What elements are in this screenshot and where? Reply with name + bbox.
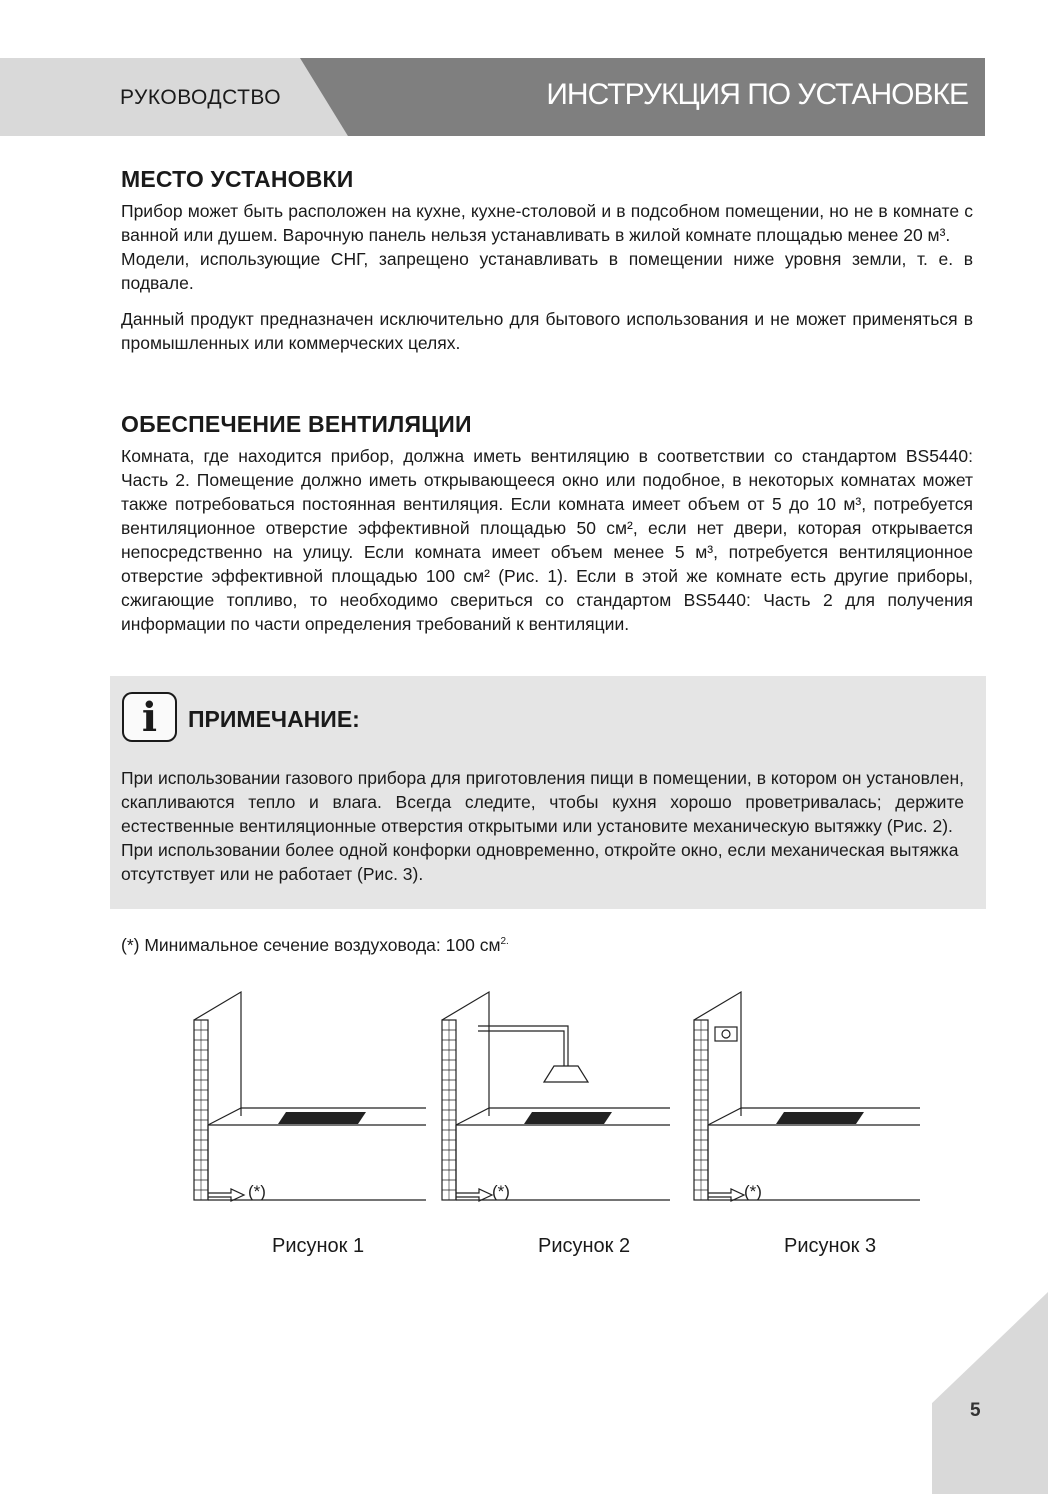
paragraph: Комната, где находится прибор, должна иметь вентиляцию в соответствии со стандартом BS5440: Часть 2. Помещение должно иметь открывающееся окно или подобное, в некоторых комнатах может также потребоваться постоянная вентиляция. Если комната имеет объем от 5 до 10 м³, потребуется вентиляционное отверстие эффективной площадью 50 см², если нет двери, которая открывается непосредственно на улицу. Если комната имеет объем менее 5 м³, потребуется вентиляционное отверстие эффективной площадью 100 см² (Рис. 1). Если в этой же комнате есть другие приборы, сжигающие топливо, то необходимо свериться со стандартом BS5440: Часть 2 для получения информации по части определения требований к вентиляции. <box>121 446 973 634</box>
section-installation-place <box>121 166 973 355</box>
page-corner-tab <box>932 1292 1048 1494</box>
header-left-title: РУКОВОДСТВО <box>120 86 282 109</box>
header-right-title: ИНСТРУКЦИЯ ПО УСТАНОВКЕ <box>546 78 968 111</box>
note-title: ПРИМЕЧАНИЕ: <box>188 706 360 732</box>
figure-1-marker: (*) <box>248 1182 266 1201</box>
figure-2-caption: Рисунок 2 <box>538 1235 631 1257</box>
footnote-sup: 2. <box>500 936 509 948</box>
section-title: МЕСТО УСТАНОВКИ <box>121 166 354 192</box>
info-icon: i <box>122 692 177 742</box>
figure-1-caption: Рисунок 1 <box>272 1235 365 1257</box>
page-number: 5 <box>970 1400 981 1421</box>
paragraph: При использовании более одной конфорки одновременно, откройте окно, если механическая вытяжка отсутствует или не работает (Рис. 3). <box>121 840 959 884</box>
section-title: ОБЕСПЕЧЕНИЕ ВЕНТИЛЯЦИИ <box>121 411 472 437</box>
figure-1-illustration <box>186 990 436 1210</box>
paragraph: Данный продукт предназначен исключительно для бытового использования и не может применяться в промышленных или коммерческих целях. <box>121 309 973 353</box>
figure-3-caption: Рисунок 3 <box>784 1235 877 1257</box>
paragraph: Модели, использующие СНГ, запрещено устанавливать в помещении ниже уровня земли, т. е. в подвале. <box>121 249 973 293</box>
note-text <box>121 766 964 886</box>
figure-3-illustration <box>686 990 926 1210</box>
section-ventilation <box>121 411 973 636</box>
paragraph: При использовании газового прибора для приготовления пищи в помещении, в котором он установлен, скапливаются тепло и влага. Всегда следите, чтобы кухня хорошо проветривалась; держите естественные вентиляционные отверстия открытыми или установите механическую вытяжку (Рис. 2). <box>121 768 964 836</box>
paragraph: Прибор может быть расположен на кухне, кухне-столовой и в подсобном помещении, но не в комнате с ванной или душем. Варочную панель нельзя устанавливать в жилой комнате площадью менее 20 м³. <box>121 201 973 245</box>
figure-3-marker: (*) <box>744 1182 762 1201</box>
footnote <box>121 935 509 956</box>
figure-2-marker: (*) <box>492 1182 510 1201</box>
figure-2-illustration <box>434 990 684 1210</box>
footnote-text: (*) Минимальное сечение воздуховода: 100 см <box>121 935 501 955</box>
